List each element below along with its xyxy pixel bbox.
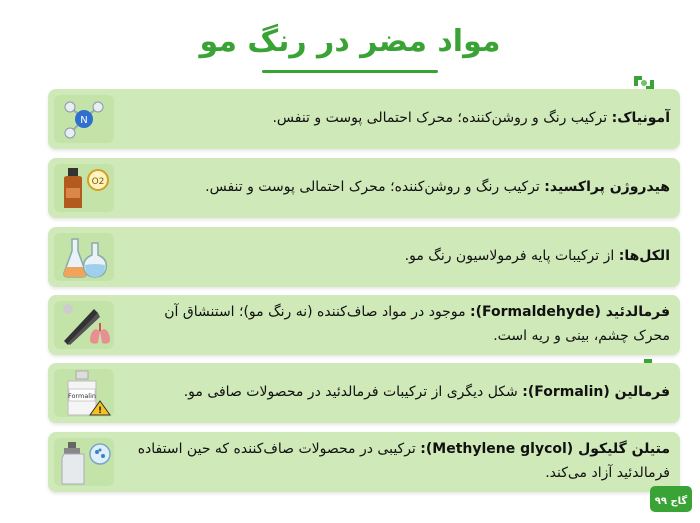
- peroxide-bottle-icon: [54, 164, 114, 212]
- list-item-hydrogen-peroxide: [48, 158, 680, 218]
- ammonia-molecule-icon: [54, 95, 114, 143]
- svg-text:Formalin: Formalin: [67, 392, 97, 400]
- item-term: فرمالدئید (Formaldehyde):: [470, 304, 670, 321]
- list-item-ammonia: [48, 89, 680, 149]
- item-description: موجود در مواد صاف‌کننده (نه رنگ مو)؛ استنشاق آن محرک چشم، بینی و ریه است.: [164, 304, 670, 344]
- spray-bottle-icon: [54, 438, 114, 486]
- list-item-methylene-glycol: [48, 432, 680, 492]
- lab-flasks-icon: [54, 233, 114, 281]
- item-description: شکل دیگری از ترکیبات فرمالدئید در محصولات صافی مو.: [183, 384, 523, 401]
- item-description: از ترکیبات پایه فرمولاسیون رنگ مو.: [404, 248, 619, 265]
- item-term: هیدروژن پراکسید:: [544, 179, 670, 196]
- svg-text:N: N: [80, 115, 88, 126]
- brand-logo-icon: [648, 482, 694, 518]
- item-term: متیلن گلیکول (Methylene glycol):: [420, 441, 670, 458]
- list-item-alcohols: [48, 227, 680, 287]
- svg-text:گاج ۹۹: گاج ۹۹: [654, 496, 688, 507]
- list-item-formaldehyde: [48, 295, 680, 355]
- formalin-bottle-warning-icon: [54, 369, 114, 417]
- svg-text:!: !: [97, 406, 103, 416]
- page-title: مواد مضر در رنگ مو: [199, 24, 501, 59]
- item-term: الکل‌ها:: [618, 248, 670, 265]
- item-term: فرمالین (Formalin):: [522, 384, 670, 401]
- item-description: ترکیب رنگ و روشن‌کننده؛ محرک احتمالی پوست و تنفس.: [205, 179, 545, 196]
- item-term: آمونیاک:: [611, 110, 670, 127]
- list-item-formalin: [48, 363, 680, 423]
- hair-straightener-lungs-icon: [54, 301, 114, 349]
- item-description: ترکیب رنگ و روشن‌کننده؛ محرک احتمالی پوست و تنفس.: [272, 110, 612, 127]
- item-description: ترکیبی در محصولات صاف‌کننده که حین استفاده فرمالدئید آزاد می‌کند.: [137, 441, 670, 481]
- svg-text:O2: O2: [91, 177, 105, 187]
- title-underline: [262, 70, 438, 73]
